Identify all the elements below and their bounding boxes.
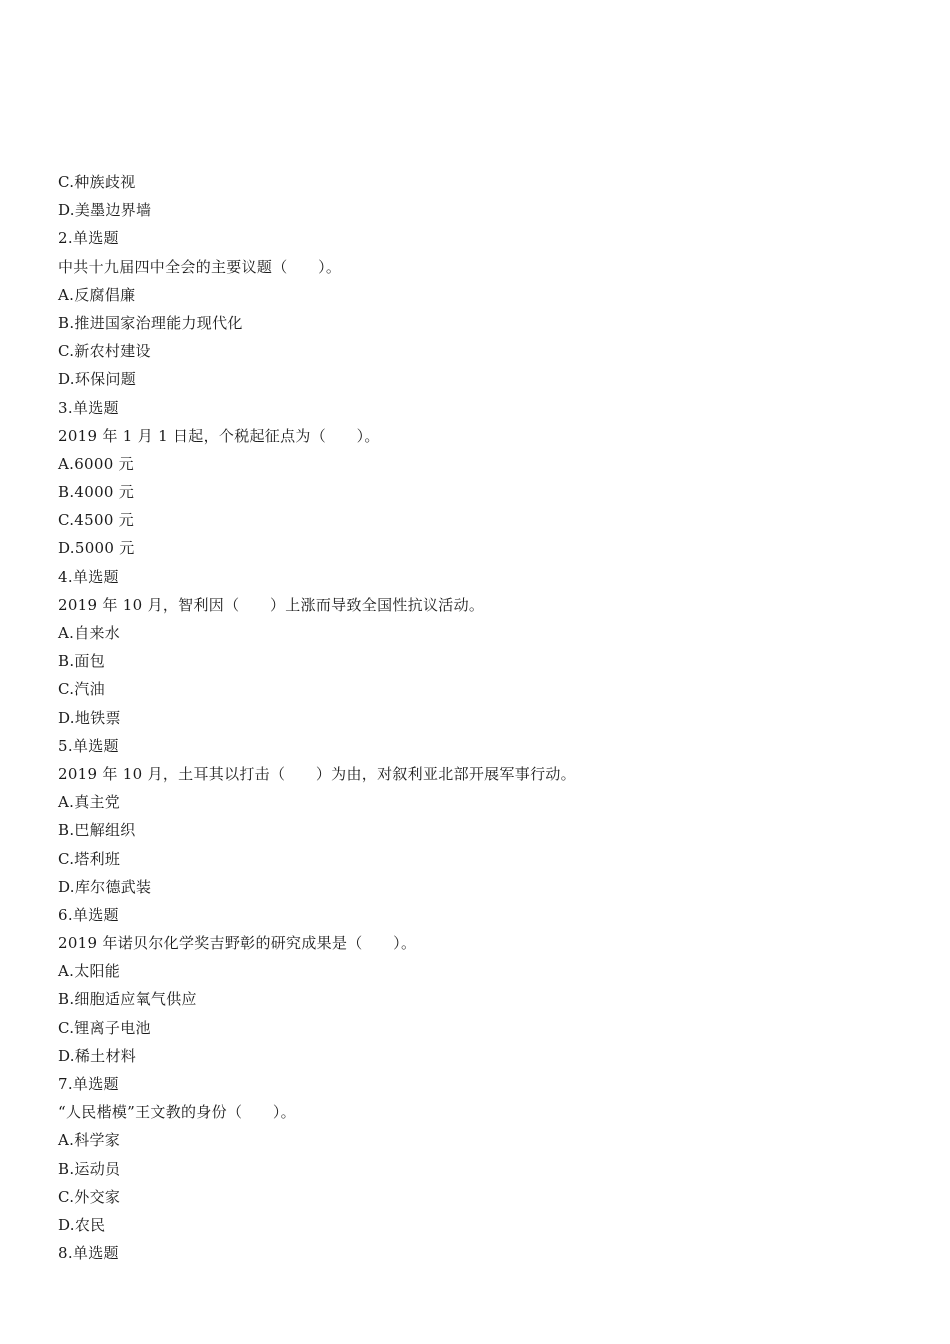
option-d: D.农民 (58, 1215, 106, 1234)
option-d: D.环保问题 (58, 370, 137, 389)
option-d: D.地铁票 (58, 708, 121, 727)
question-stem: 2019 年诺贝尔化学奖吉野彰的研究成果是（ ）。 (58, 934, 417, 953)
question-stem: 2019 年 10 月，土耳其以打击（ ）为由，对叙利亚北部开展军事行动。 (58, 764, 576, 783)
option-a: A.真主党 (58, 793, 121, 812)
option-a: A.科学家 (58, 1131, 121, 1150)
question-stem: “人民楷模”王文教的身份（ ）。 (58, 1103, 296, 1122)
option-c: C.新农村建设 (58, 342, 151, 361)
option-a: A.自来水 (58, 624, 121, 642)
option-d: D.5000 元 (58, 539, 135, 558)
option-c: C.4500 元 (58, 511, 135, 530)
question-type: 6.单选题 (58, 905, 119, 924)
option-c: C.塔利班 (58, 849, 121, 868)
option-c: C.锂离子电池 (58, 1018, 151, 1037)
option-b: B.推进国家治理能力现代化 (58, 313, 243, 332)
question-type: 5.单选题 (58, 736, 119, 755)
option-b: B.细胞适应氧气供应 (58, 990, 197, 1009)
option-d: D.美墨边界墙 (58, 201, 152, 220)
question-stem: 2019 年 10 月，智利因（ ）上涨而导致全国性抗议活动。 (58, 595, 485, 614)
question-stem: 中共十九届四中全会的主要议题（ ）。 (58, 257, 342, 276)
option-a: A.6000 元 (58, 454, 134, 473)
option-a: A.反腐倡廉 (58, 285, 136, 304)
option-b: B.4000 元 (58, 483, 135, 502)
question-type: 3.单选题 (58, 398, 119, 417)
option-c: C.外交家 (58, 1187, 121, 1206)
option-a: A.太阳能 (58, 962, 121, 981)
option-b: B.巴解组织 (58, 821, 136, 840)
question-type: 2.单选题 (58, 229, 119, 248)
option-c: C.种族歧视 (58, 173, 136, 191)
option-b: B.面包 (58, 652, 105, 671)
question-type: 8.单选题 (58, 1244, 119, 1263)
question-type: 4.单选题 (58, 567, 119, 586)
question-list (58, 168, 898, 1267)
option-d: D.稀土材料 (58, 1046, 137, 1065)
option-b: B.运动员 (58, 1159, 121, 1178)
option-d: D.库尔德武装 (58, 877, 152, 896)
question-type: 7.单选题 (58, 1075, 119, 1093)
question-stem: 2019 年 1 月 1 日起，个税起征点为（ ）。 (58, 426, 380, 445)
option-c: C.汽油 (58, 680, 105, 699)
